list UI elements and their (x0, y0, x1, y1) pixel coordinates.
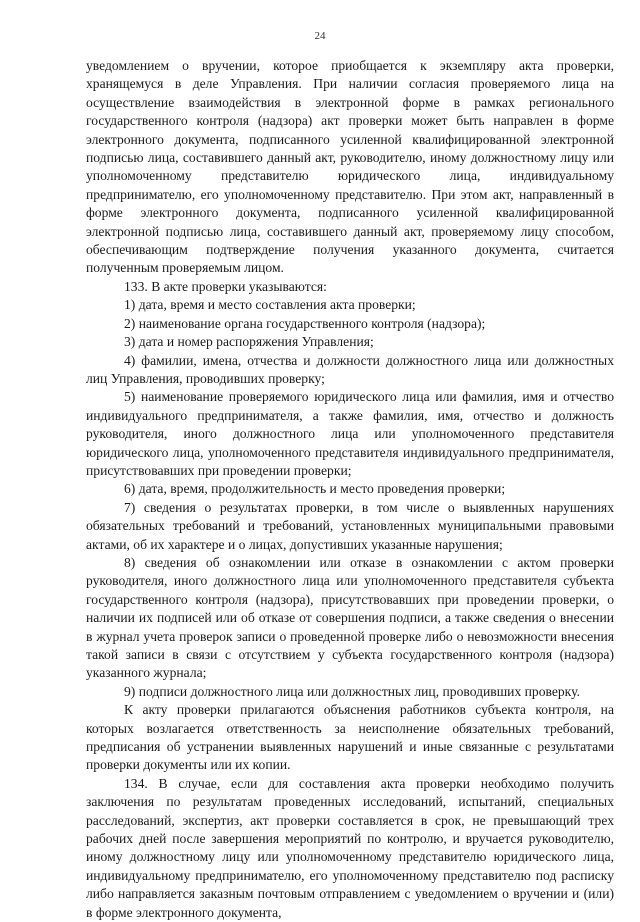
paragraph-item-133: 133. В акте проверки указываются: (124, 278, 327, 294)
list-item-8: 8) сведения об ознакомлении или отказе в ознакомлении с актом проверки руководителя, иного должностного лица или уполномоченного представителя субъекта государственного контроля (надзора), присутствовавших при проведении проверки, о наличии их подписей или об отказе от совершения подписи, а также сведения о внесении в журнал учета проверок записи о проведенной проверке либо о невозможности внесения такой записи в связи с отсутствием у субъекта государственного контроля (надзора) указанного журнала; (86, 554, 614, 681)
list-item-1: 1) дата, время и место составления акта проверки; (124, 297, 416, 313)
page-number: 24 (314, 30, 326, 42)
paragraph-attachments: К акту проверки прилагаются объяснения работников субъекта контроля, на которых возлагается ответственность за неисполнение обязательных требований, предписания об устранении выявленных нарушений и иные связанные с результатами проверки документы или их копии. (86, 702, 614, 773)
paragraph-item-134: 134. В случае, если для составления акта проверки необходимо получить заключения по результатам проведенных исследований, испытаний, специальных расследований, экспертиз, акт проверки составляется в срок, не превышающий трех рабочих дней после завершения мероприятий по контролю, и вручается руководителю, иному должностному лицу или уполномоченному представителю юридического лица, индивидуальному предпринимателю, его уполномоченному представителю под расписку либо направляется заказным почтовым отправлением с уведомлением о вручении и (или) в форме электронного документа, (86, 775, 614, 920)
list-item-3: 3) дата и номер распоряжения Управления; (124, 334, 374, 350)
list-item-9: 9) подписи должностного лица или должностных лиц, проводивших проверку. (124, 683, 580, 699)
list-item-2: 2) наименование органа государственного контроля (надзора); (124, 315, 486, 331)
list-item-7: 7) сведения о результатах проверки, в том числе о выявленных нарушениях обязательных требований и требований, установленных муниципальными правовыми актами, об их характере и о лицах, допустивших указанные нарушения; (86, 499, 614, 552)
paragraph-continuation: уведомлением о вручении, которое приобщается к экземпляру акта проверки, хранящемуся в деле Управления. При наличии согласия проверяемого лица на осуществление взаимодействия в электронной форме в рамках регионального государственного контроля (надзора) акт проверки может быть направлен в форме электронного документа, подписанного усиленной квалифицированной электронной подписью лица, составившего данный акт, руководителю, иному должностному лицу или уполномоченному представителю юридического лица, индивидуальному предпринимателю, его уполномоченному представителю. При этом акт, направленный в форме электронного документа, подписанного усиленной квалифицированной электронной подписью лица, составившего данный акт, проверяемому лицу способом, обеспечивающим подтверждение получения указанного документа, считается полученным проверяемым лицом. (86, 58, 614, 276)
list-item-5: 5) наименование проверяемого юридического лица или фамилия, имя и отчество индивидуального предпринимателя, а также фамилия, имя, отчество и должность руководителя, иного должностного лица или уполномоченного представителя юридического лица, уполномоченного представителя индивидуального предпринимателя, присутствовавших при проведении проверки; (86, 389, 614, 478)
list-item-4: 4) фамилии, имена, отчества и должности должностного лица или должностных лиц Управления, проводивших проверку; (86, 352, 614, 386)
list-item-6: 6) дата, время, продолжительность и место проведения проверки; (124, 481, 506, 497)
document-body (86, 57, 614, 922)
